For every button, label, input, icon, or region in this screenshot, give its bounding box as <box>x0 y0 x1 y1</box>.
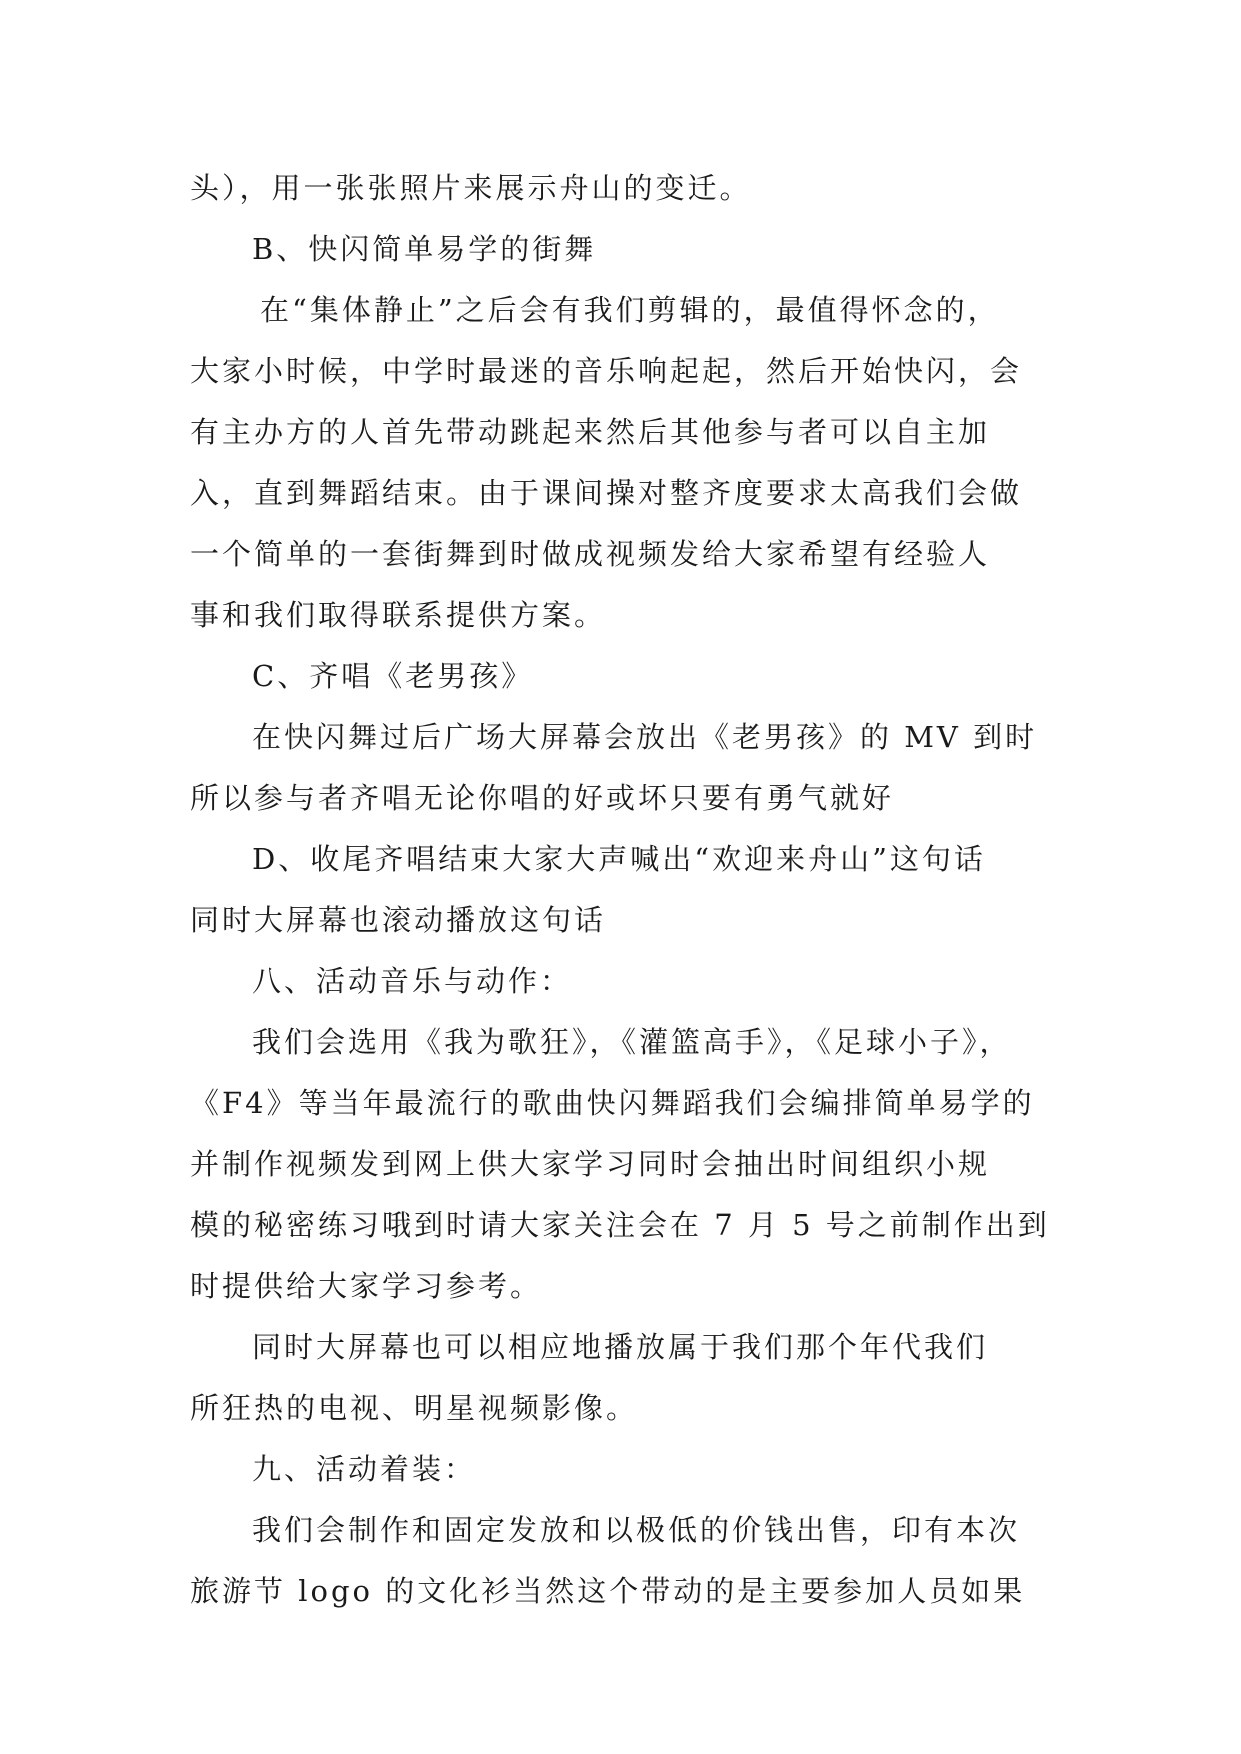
section-heading-eight: 八、活动音乐与动作： <box>252 964 573 998</box>
text-line: 时提供给大家学习参考。 <box>190 1269 543 1303</box>
document-body <box>190 158 1070 1622</box>
text-line: 一个简单的一套街舞到时做成视频发给大家希望有经验人 <box>190 537 991 571</box>
text-line: 入，直到舞蹈结束。由于课间操对整齐度要求太高我们会做 <box>190 476 1023 510</box>
text-line: 所以参与者齐唱无论你唱的好或坏只要有勇气就好 <box>190 781 895 815</box>
text-line: 在“集体静止”之后会有我们剪辑的，最值得怀念的， <box>260 293 1000 327</box>
text-line: 旅游节 logo 的文化衫当然这个带动的是主要参加人员如果 <box>190 1574 1026 1608</box>
text-line: 同时大屏幕也可以相应地播放属于我们那个年代我们 <box>252 1330 989 1364</box>
text-line: 同时大屏幕也滚动播放这句话 <box>190 903 607 937</box>
section-heading-nine: 九、活动着装： <box>252 1452 477 1486</box>
text-line: 模的秘密练习哦到时请大家关注会在 7 月 5 号之前制作出到 <box>190 1208 1050 1242</box>
section-heading-b: B、快闪简单易学的街舞 <box>252 232 597 266</box>
text-line: 我们会选用《我为歌狂》，《灌篮高手》，《足球小子》， <box>252 1025 1012 1059</box>
text-line: 《F4》等当年最流行的歌曲快闪舞蹈我们会编排简单易学的 <box>190 1086 1035 1120</box>
section-heading-d: D、收尾齐唱结束大家大声喊出“欢迎来舟山”这句话 <box>252 842 986 876</box>
text-line: 大家小时候，中学时最迷的音乐响起起，然后开始快闪，会 <box>190 354 1023 388</box>
section-heading-c: C、齐唱《老男孩》 <box>252 659 534 693</box>
text-line: 我们会制作和固定发放和以极低的价钱出售，印有本次 <box>252 1513 1021 1547</box>
text-line: 并制作视频发到网上供大家学习同时会抽出时间组织小规 <box>190 1147 991 1181</box>
text-line: 所狂热的电视、明星视频影像。 <box>190 1391 639 1425</box>
text-line: 有主办方的人首先带动跳起来然后其他参与者可以自主加 <box>190 415 991 449</box>
text-line: 事和我们取得联系提供方案。 <box>190 598 607 632</box>
text-line: 头），用一张张照片来展示舟山的变迁。 <box>190 171 752 205</box>
text-line: 在快闪舞过后广场大屏幕会放出《老男孩》的 MV 到时 <box>252 720 1038 754</box>
